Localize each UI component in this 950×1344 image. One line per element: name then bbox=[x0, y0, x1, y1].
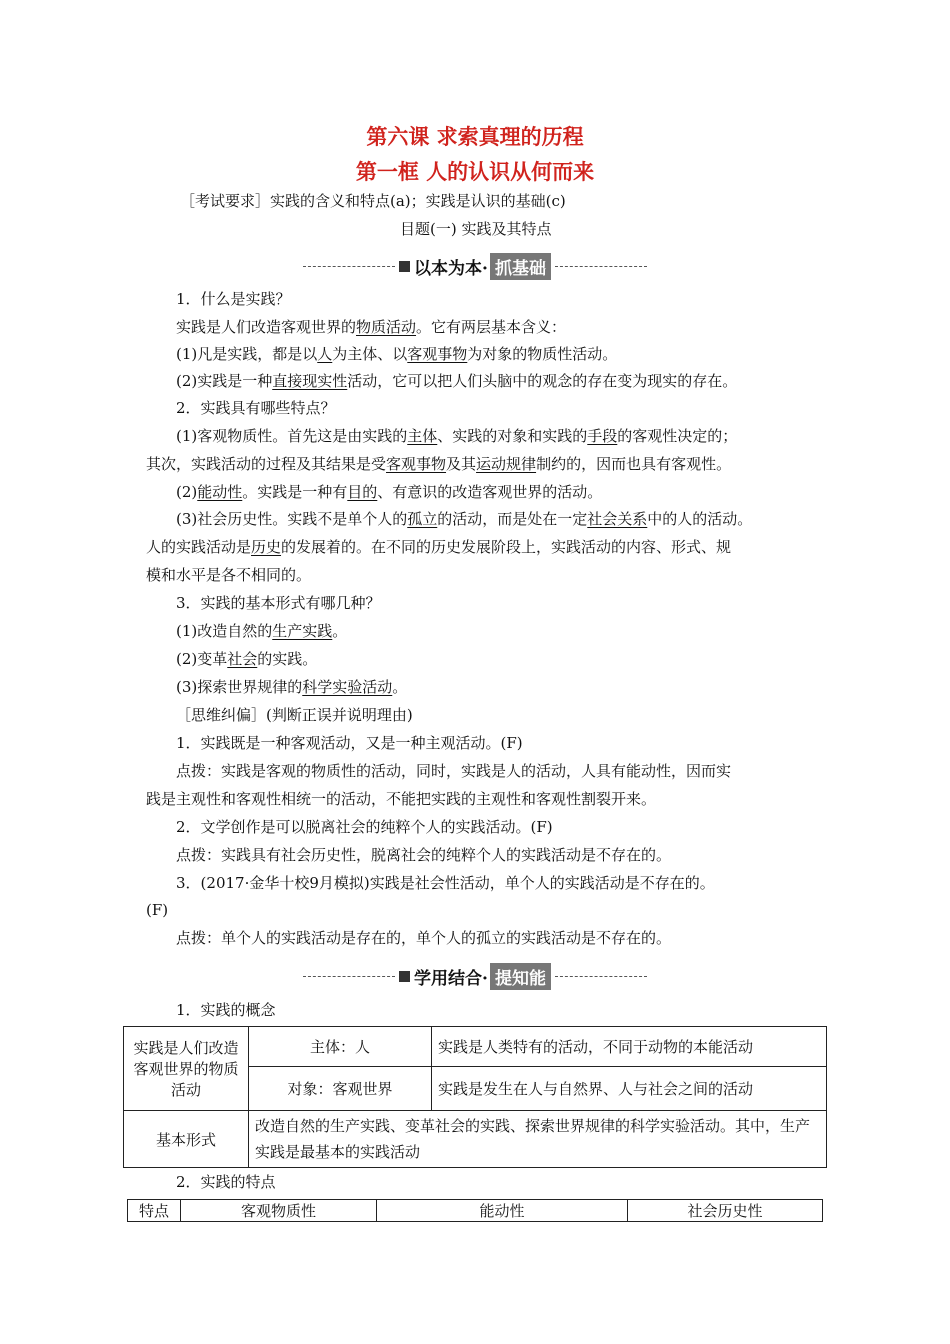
paragraph: (2)变革社会的实践。 bbox=[176, 650, 318, 668]
banner-basics bbox=[0, 253, 950, 280]
lesson-title: 第六课 求索真理的历程 bbox=[366, 124, 584, 149]
table-cell: 改造自然的生产实践、变革社会的实践、探索世界规律的科学实验活动。其中，生产实践是最基本的实践活动 bbox=[249, 1111, 827, 1168]
table-cell: 对象：客观世界 bbox=[249, 1067, 432, 1111]
divider bbox=[555, 266, 647, 267]
question-3: 3．实践的基本形式有哪几种？ bbox=[176, 594, 381, 612]
judgement-2: 2．文学创作是可以脱离社会的纯粹个人的实践活动。(F) bbox=[176, 818, 553, 836]
paragraph: 模和水平是各不相同的。 bbox=[146, 566, 312, 584]
banner-text: 学用结合· bbox=[414, 969, 488, 989]
paragraph: (2)实践是一种直接现实性活动，它可以把人们头脑中的观念的存在变为现实的存在。 bbox=[176, 372, 738, 390]
features-table bbox=[127, 1199, 823, 1222]
concept-table bbox=[123, 1026, 827, 1168]
table-header: 社会历史性 bbox=[628, 1200, 823, 1222]
square-icon bbox=[399, 261, 410, 272]
banner-tag: 提知能 bbox=[490, 963, 551, 990]
concept-heading: 1．实践的概念 bbox=[176, 1001, 276, 1019]
topic-heading: 目题(一) 实践及其特点 bbox=[400, 220, 552, 238]
question-1: 1．什么是实践？ bbox=[176, 290, 291, 308]
square-icon bbox=[399, 971, 410, 982]
hint-3: 点拨：单个人的实践活动是存在的，单个人的孤立的实践活动是不存在的。 bbox=[176, 929, 672, 947]
paragraph: (1)凡是实践，都是以人为主体、以客观事物为对象的物质性活动。 bbox=[176, 345, 618, 363]
paragraph: 人的实践活动是历史的发展着的。在不同的历史发展阶段上，实践活动的内容、形式、规 bbox=[146, 538, 732, 556]
banner-tag: 抓基础 bbox=[490, 253, 551, 280]
table-cell: 实践是发生在人与自然界、人与社会之间的活动 bbox=[432, 1067, 827, 1111]
divider bbox=[555, 976, 647, 977]
judgement-3-cont: (F) bbox=[146, 901, 169, 919]
table-cell: 基本形式 bbox=[124, 1111, 249, 1168]
think-heading: ［思维纠偏］(判断正误并说明理由) bbox=[176, 706, 413, 724]
table-header: 能动性 bbox=[377, 1200, 628, 1222]
exam-requirement: ［考试要求］实践的含义和特点(a)；实践是认识的基础(c) bbox=[180, 192, 566, 210]
paragraph: (1)改造自然的生产实践。 bbox=[176, 622, 348, 640]
table-cell: 实践是人类特有的活动，不同于动物的本能活动 bbox=[432, 1027, 827, 1067]
banner-skills bbox=[0, 963, 950, 990]
table-header: 特点 bbox=[128, 1200, 181, 1222]
question-2: 2．实践具有哪些特点？ bbox=[176, 399, 336, 417]
judgement-3: 3．(2017·金华十校9月模拟)实践是社会性活动，单个人的实践活动是不存在的。 bbox=[176, 874, 715, 892]
hint-1-cont: 践是主观性和客观性相统一的活动，不能把实践的主观性和客观性割裂开来。 bbox=[146, 790, 657, 808]
paragraph: 其次，实践活动的过程及其结果是受客观事物及其运动规律制约的，因而也具有客观性。 bbox=[146, 455, 732, 473]
paragraph: 实践是人们改造客观世界的物质活动。它有两层基本含义： bbox=[176, 318, 567, 336]
paragraph: (1)客观物质性。首先这是由实践的主体、实践的对象和实践的手段的客观性决定的； bbox=[176, 427, 738, 445]
table-cell: 主体：人 bbox=[249, 1027, 432, 1067]
judgement-1: 1．实践既是一种客观活动，又是一种主观活动。(F) bbox=[176, 734, 523, 752]
banner-text: 以本为本· bbox=[414, 259, 488, 279]
hint-2: 点拨：实践具有社会历史性，脱离社会的纯粹个人的实践活动是不存在的。 bbox=[176, 846, 672, 864]
table-header: 客观物质性 bbox=[181, 1200, 377, 1222]
paragraph: (2)能动性。实践是一种有目的、有意识的改造客观世界的活动。 bbox=[176, 483, 603, 501]
section-title: 第一框 人的认识从何而来 bbox=[355, 159, 595, 184]
divider bbox=[303, 266, 395, 267]
paragraph: (3)探索世界规律的科学实验活动。 bbox=[176, 678, 408, 696]
divider bbox=[303, 976, 395, 977]
features-heading: 2．实践的特点 bbox=[176, 1173, 276, 1191]
table-cell: 实践是人们改造客观世界的物质活动 bbox=[124, 1027, 249, 1111]
hint-1: 点拨：实践是客观的物质性的活动，同时，实践是人的活动，人具有能动性，因而实 bbox=[176, 762, 732, 780]
paragraph: (3)社会历史性。实践不是单个人的孤立的活动，而是处在一定社会关系中的人的活动。 bbox=[176, 510, 753, 528]
